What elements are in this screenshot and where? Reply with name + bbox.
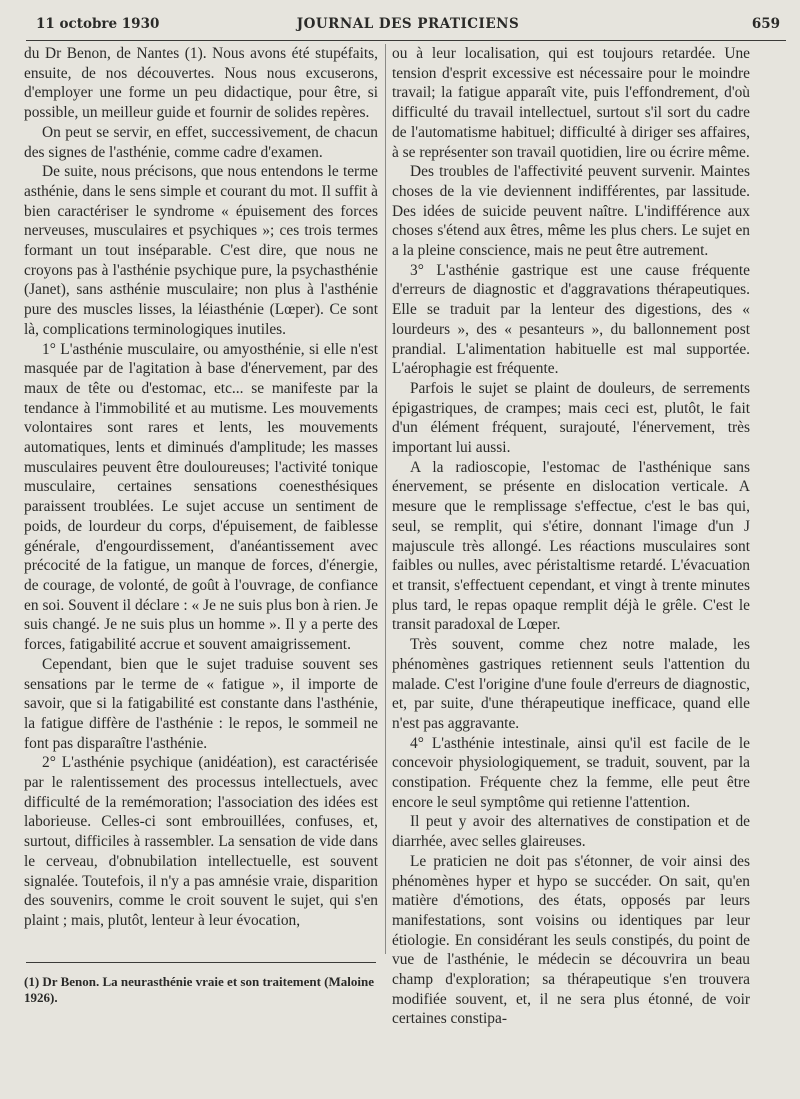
column-divider	[385, 44, 386, 954]
footnote: (1) Dr Benon. La neurasthénie vraie et son traitement (Maloine 1926).	[24, 974, 374, 1005]
paragraph: ou à leur localisation, qui est toujours retardée. Une tension d'esprit excessive est nécessaire pour le moindre travail; la fatigue apparaît vite, puis l'effondrement, d'où difficulté du travail intellectuel, surtout s'il sort du cadre de l'automatisme habituel; difficulté à diriger ses affaires, à se représenter son travail quotidien, lire ou écrire même.	[392, 45, 750, 161]
header-rule	[26, 40, 786, 41]
paragraph: Cependant, bien que le sujet traduise souvent ses sensations par le terme de « fatigue », il importe de savoir, que si la fatigabilité est constante dans l'asthénie, la fatigue diffère de l'asthénie : le repos, le sommeil ne font pas disparaître l'asthénie.	[24, 655, 378, 752]
paragraph: 1° L'asthénie musculaire, ou amyosthénie, si elle n'est masquée par de l'agitation à base d'énervement, par des maux de tête ou d'estomac, etc... se manifeste par la tendance à l'immobilité et au mutisme. Les mouvements volontaires sont rares et lents, les mouvements automatiques, lents et diminués d'amplitude; les masses musculaires peuvent être douloureuses; l'activité tonique musculaire, certaines sensations coenesthésiques paraissent troublées. Le sujet accuse un sentiment de poids, de lourdeur du corps, d'épuisement, de faiblesse générale, d'engourdissement, d'anéantissement avec précocité de la fatigue, un manque de forces, d'énergie, de courage, de volonté, de goût à l'ouvrage, de confiance en soi. Souvent il déclare : « Je ne suis plus bon à rien. Je suis changé. Je ne suis plus un homme ». Il y a perte des forces, fatigabilité accrue et souvent amaigrissement.	[24, 340, 378, 654]
paragraph: Parfois le sujet se plaint de douleurs, de serrements épigastriques, de crampes; mais ceci est, plutôt, le fait d'un élément fréquent, surajouté, l'énervement, très important lui aussi.	[392, 379, 750, 457]
page-header	[36, 14, 780, 40]
footnote-rule	[26, 962, 376, 963]
paragraph: A la radioscopie, l'estomac de l'asthénique sans énervement, se présente en dislocation verticale. A mesure que le remplissage s'effectue, c'est le bas qui, seul, se remplit, qui s'étire, donnant l'image d'un J majuscule très allongé. Les réactions musculaires sont faibles ou nulles, avec péristaltisme retardé. L'évacuation et transit, s'effectuent cependant, et vingt à trente minutes plus tard, le repas opaque remplit déjà le grêle. C'est le transit paradoxal de Lœper.	[392, 458, 750, 634]
paragraph: Le praticien ne doit pas s'étonner, de voir ainsi des phénomènes hyper et hypo se succéder. On sait, qu'en matière d'émotions, des états, opposés par leurs manifestations, sont voisins ou identiques par leur étiologie. En considérant les seuls constipés, du point de vue de l'asthénie, le médecin se découvrira un beau champ d'exploration; sa thérapeutique s'en trouvera modifiée souvent, et, il ne sera plus étonné, de voir certaines constipa-	[392, 852, 750, 1028]
paragraph: Des troubles de l'affectivité peuvent survenir. Maintes choses de la vie deviennent indifférentes, par lassitude. Des idées de suicide peuvent naître. L'indifférence aux choses s'étend aux êtres, même les plus chers. Le sujet en a la pleine conscience, mais ne peut être autrement.	[392, 163, 750, 260]
paragraph: 3° L'asthénie gastrique est une cause fréquente d'erreurs de diagnostic et d'aggravations thérapeutiques. Elle se traduit par la lenteur des digestions, des « lourdeurs », des « pesanteurs », du ballonnement post prandial. L'alimentation habituelle est mal supportée. L'aérophagie est fréquente.	[392, 261, 750, 378]
paragraph: Très souvent, comme chez notre malade, les phénomènes gastriques retiennent seuls l'attention du malade. C'est l'origine d'une foule d'erreurs de diagnostic, et, par suite, d'une thérapeutique inefficace, quand elle n'est pas aggravante.	[392, 636, 750, 732]
left-column	[24, 44, 378, 931]
journal-title: JOURNAL DES PRATICIENS	[296, 16, 520, 32]
right-column	[392, 44, 750, 1029]
paragraph: 4° L'asthénie intestinale, ainsi qu'il est facile de le concevoir physiologiquement, se traduit, souvent, par la constipation. Fréquente chez la femme, elle peut être encore le seul symptôme qui retienne l'attention.	[392, 734, 750, 811]
paragraph: 2° L'asthénie psychique (anidéation), est caractérisée par le ralentissement des processus intellectuels, avec difficulté de la remémoration; l'association des idées est laborieuse. Celles-ci sont embrouillées, confuses, et, surtout, difficiles à rassembler. La sensation de vide dans le cerveau, d'obnubilation intellectuelle, est souvent signalée. Toutefois, il n'y a pas amnésie vraie, disparition des souvenirs, comme le croit souvent le sujet, qui s'en plaint ; mais, plutôt, lenteur à leur évocation,	[24, 754, 378, 929]
paragraph: De suite, nous précisons, que nous entendons le terme asthénie, dans le sens simple et courant du mot. Il suffit à bien caractériser le syndrome « épuisement des forces nerveuses, musculaires et psychiques »; ces trois termes formant un tout inséparable. C'est dire, que nous ne croyons pas à l'asthénie psychique pure, la psychasthénie (Janet), sans asthénie musculaire; non plus à l'asthénie pure des muscles lisses, la léiasthénie (Lœper). Ce sont là, complications terminologiques inutiles.	[24, 163, 378, 338]
page-number: 659	[751, 16, 780, 32]
issue-date: 11 octobre 1930	[36, 16, 160, 32]
paragraph: On peut se servir, en effet, successivement, de chacun des signes de l'asthénie, comme cadre d'examen.	[24, 123, 378, 161]
paragraph: Il peut y avoir des alternatives de constipation et de diarrhée, avec selles glaireuses.	[392, 813, 750, 851]
paragraph: du Dr Benon, de Nantes (1). Nous avons été stupéfaits, ensuite, de nos découvertes. Nous nous excuserons, d'employer une forme un peu didactique, pour être, si possible, un meilleur guide et fournir de solides repères.	[24, 45, 378, 122]
